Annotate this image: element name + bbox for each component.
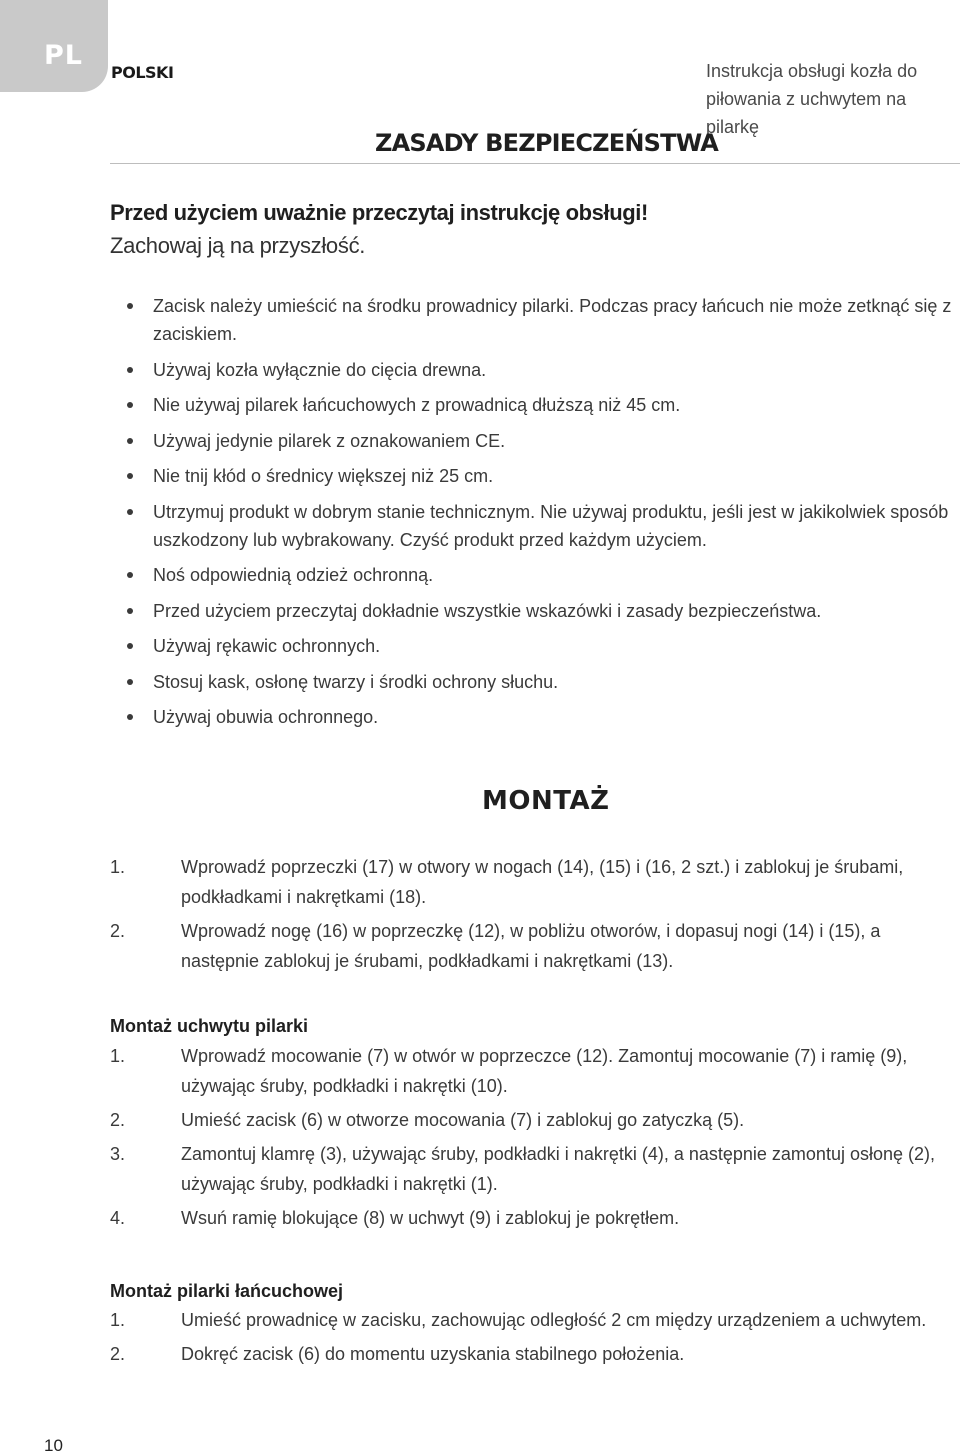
step-number: 2. [110,1110,126,1130]
safety-section-title: ZASADY BEZPIECZEŃSTWA [375,129,719,157]
bullet-icon [127,367,133,373]
step-number: 1. [110,1310,126,1330]
page-number: 10 [44,1436,63,1455]
chainsaw-steps-list [110,1305,955,1373]
step-item [110,1105,955,1135]
bullet-icon [127,572,133,578]
step-number: 1. [110,1046,126,1066]
warning-keep-manual: Zachowaj ją na przyszłość. [110,233,366,258]
step-number: 2. [110,921,126,941]
step-text: Wsuń ramię blokujące (8) w uchwyt (9) i zablokuj je pokrętłem. [181,1208,680,1228]
language-code: PL [44,40,83,71]
list-item [110,356,955,384]
bullet-icon [127,473,133,479]
bullet-icon [127,643,133,649]
list-item-text: Nie używaj pilarek łańcuchowych z prowadnicą dłuższą niż 45 cm. [153,395,681,415]
list-item-text: Używaj rękawic ochronnych. [153,636,381,656]
list-item [110,462,955,490]
language-name: POLSKI [111,63,174,82]
step-text: Wprowadź nogę (16) w poprzeczkę (12), w pobliżu otworów, i dopasuj nogi (14) i (15), a następnie zablokuj je śrubami, podkładkami i nakrętkami (13). [181,921,881,971]
list-item-text: Utrzymuj produkt w dobrym stanie technicznym. Nie używaj produktu, jeśli jest w jakikolwiek sposób uszkodzony lub wybrakowany. Czyść produkt przed każdym użyciem. [153,501,949,550]
step-text: Wprowadź poprzeczki (17) w otwory w nogach (14), (15) i (16, 2 szt.) i zablokuj je śrubami, podkładkami i nakrętkami (18). [181,857,904,907]
assembly-section-title: MONTAŻ [482,786,610,816]
safety-rules-list [110,292,955,739]
list-item [110,427,955,455]
step-text: Zamontuj klamrę (3), używając śruby, podkładki i nakrętki (4), a następnie zamontuj osłonę (2), używając śruby, podkładki i nakrętki (1). [181,1144,935,1194]
step-item [110,1305,955,1335]
warning-read-manual: Przed użyciem uważnie przeczytaj instrukcję obsługi! [110,200,648,225]
step-text: Umieść zacisk (6) w otworze mocowania (7) i zablokuj go zatyczką (5). [181,1110,745,1130]
step-number: 4. [110,1208,126,1228]
title-divider [110,163,960,164]
saw-holder-steps-list [110,1041,955,1237]
assembly-steps-list [110,852,955,980]
step-number: 2. [110,1344,126,1364]
step-item [110,1339,955,1369]
bullet-icon [127,608,133,614]
list-item [110,597,955,625]
bullet-icon [127,438,133,444]
step-number: 1. [110,857,126,877]
chainsaw-assembly-heading: Montaż pilarki łańcuchowej [110,1281,344,1301]
list-item [110,632,955,660]
list-item [110,391,955,419]
step-text: Umieść prowadnicę w zacisku, zachowując odległość 2 cm między urządzeniem a uchwytem. [181,1310,927,1330]
document-title: Instrukcja obsługi kozła do piłowania z uchwytem na pilarkę [706,61,918,137]
step-item [110,1041,955,1101]
bullet-icon [127,303,133,309]
step-item [110,1139,955,1199]
list-item [110,561,955,589]
list-item-text: Przed użyciem przeczytaj dokładnie wszystkie wskazówki i zasady bezpieczeństwa. [153,600,822,621]
step-item [110,916,955,976]
list-item-text: Używaj obuwia ochronnego. [153,707,379,727]
list-item-text: Nie tnij kłód o średnicy większej niż 25 cm. [153,466,494,486]
bullet-icon [127,509,133,515]
bullet-icon [127,402,133,408]
list-item [110,668,955,696]
list-item-text: Noś odpowiednią odzież ochronną. [153,565,434,585]
bullet-icon [127,679,133,685]
step-item [110,852,955,912]
list-item-text: Używaj jedynie pilarek z oznakowaniem CE. [153,430,506,451]
bullet-icon [127,714,133,720]
step-text: Wprowadź mocowanie (7) w otwór w poprzeczce (12). Zamontuj mocowanie (7) i ramię (9), używając śruby, podkładki i nakrętki (10). [181,1046,908,1096]
list-item [110,498,955,554]
list-item-text: Zacisk należy umieścić na środku prowadnicy pilarki. Podczas pracy łańcuch nie może zetknąć się z zaciskiem. [153,296,952,344]
list-item-text: Używaj kozła wyłącznie do cięcia drewna. [153,359,487,380]
language-tab [0,0,108,92]
list-item [110,292,955,348]
saw-holder-assembly-heading: Montaż uchwytu pilarki [110,1016,309,1036]
step-number: 3. [110,1144,126,1164]
step-item [110,1203,955,1233]
step-text: Dokręć zacisk (6) do momentu uzyskania stabilnego położenia. [181,1344,685,1364]
list-item-text: Stosuj kask, osłonę twarzy i środki ochrony słuchu. [153,671,559,692]
list-item [110,703,955,731]
